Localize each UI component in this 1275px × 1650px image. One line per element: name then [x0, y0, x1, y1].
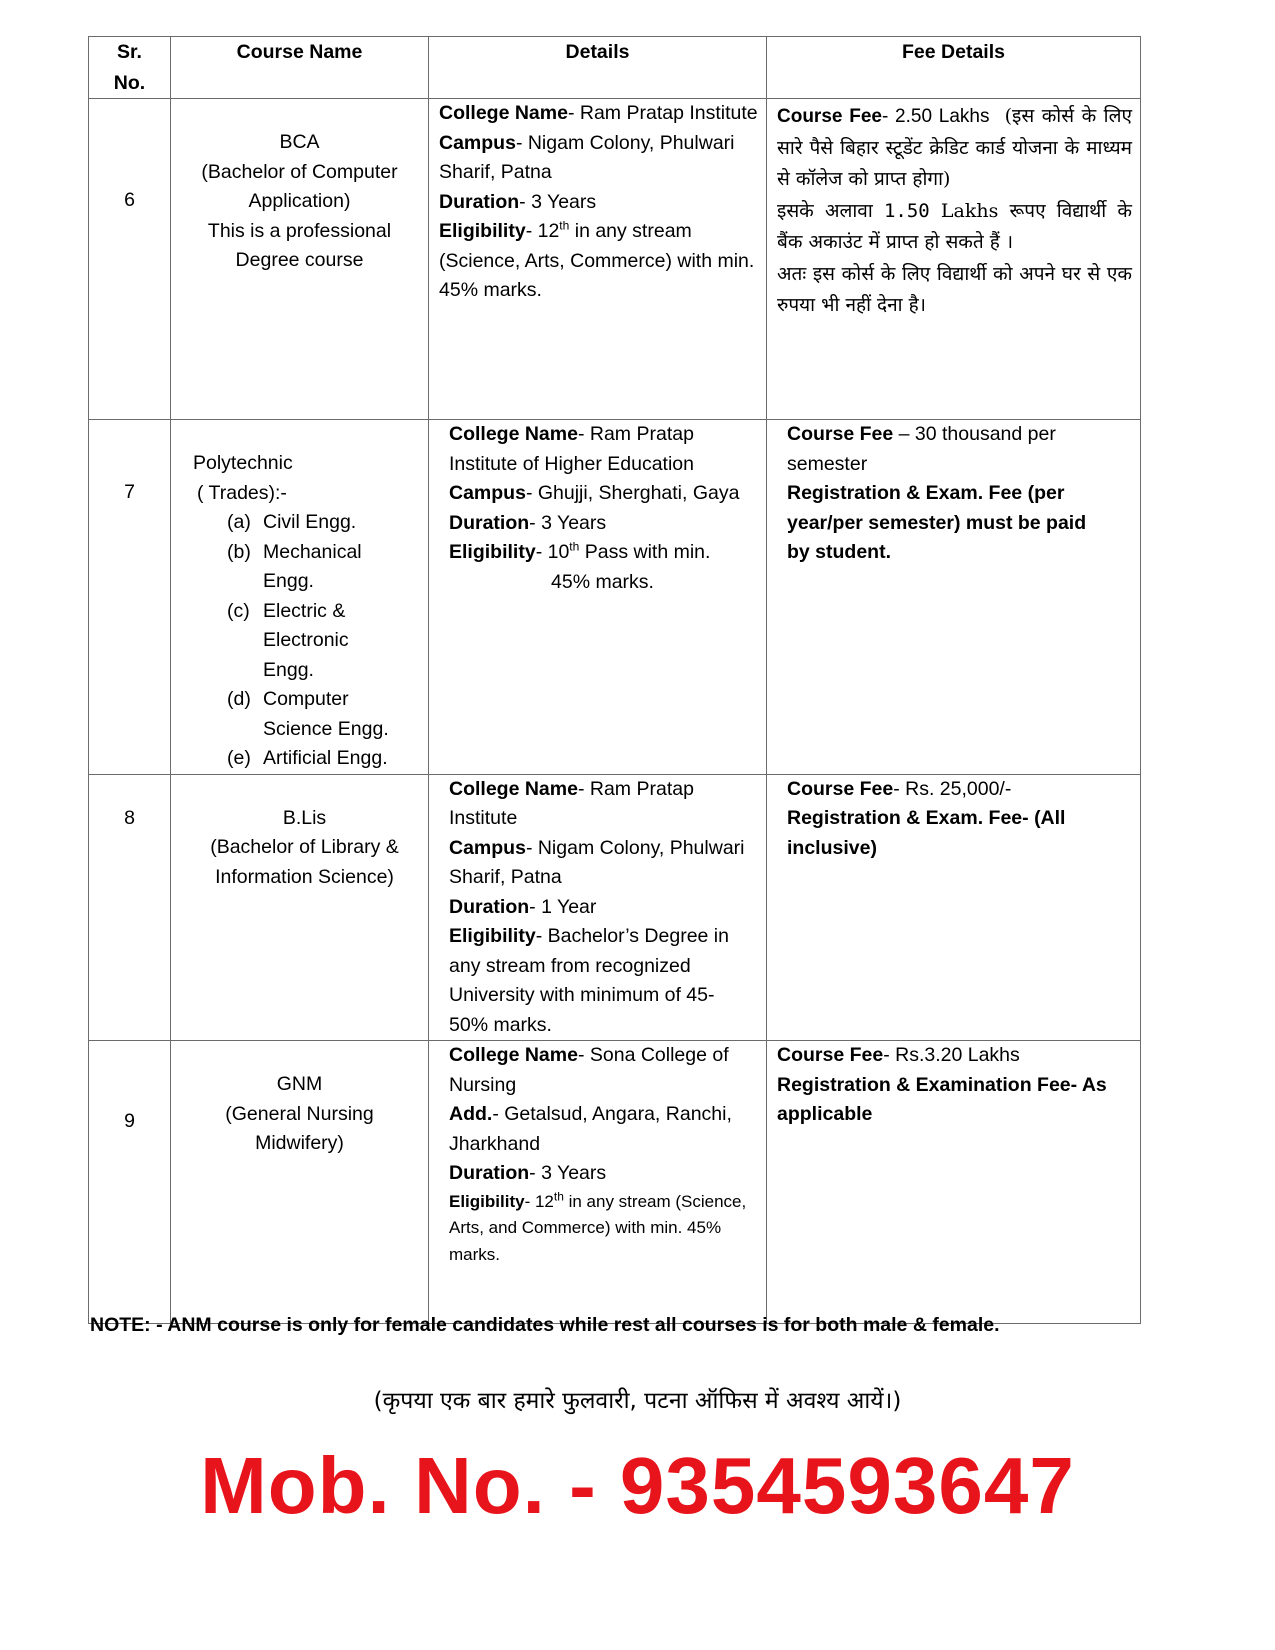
- trade-label: (e): [227, 747, 251, 769]
- trade-item: [227, 597, 428, 686]
- trade-label: (a): [227, 511, 251, 533]
- mobile-number: Mob. No. - 9354593647: [200, 1441, 1075, 1530]
- trade-item: [227, 744, 428, 774]
- header-fee-details: Fee Details: [767, 37, 1141, 99]
- sr-no-cell: 7: [89, 420, 171, 775]
- table-header-row: [89, 37, 1141, 99]
- table-row: [89, 1041, 1141, 1324]
- trade-name: Computer Science Engg.: [263, 688, 389, 740]
- visit-office-message: (कृपया एक बार हमारे फुलवारी, पटना ऑफिस में अवश्य आयें।): [373, 1388, 902, 1414]
- details-cell: College Name- Sona College of Nursing Add.- Getalsud, Angara, Ranchi, Jharkhand Duration- 3 Years Eligibility- 12th in any stream (Science, Arts, and Commerce) with min. 45% marks.: [429, 1041, 767, 1324]
- details-cell: College Name- Ram Pratap Institute Campus- Nigam Colony, Phulwari Sharif, Patna Duration- 3 Years Eligibility- 12th in any stream (Science, Arts, Commerce) with min. 45% marks.: [429, 99, 767, 420]
- sr-no-cell: 6: [89, 99, 171, 420]
- trade-name: Civil Engg.: [263, 511, 357, 533]
- details-cell: College Name- Ram Pratap Institute Campus- Nigam Colony, Phulwari Sharif, Patna Duration- 1 Year Eligibility- Bachelor’s Degree in any stream from recognized University with minimum of 45- 50% marks.: [429, 774, 767, 1041]
- header-details: Details: [429, 37, 767, 99]
- trade-item: [227, 685, 428, 744]
- document-page: [88, 36, 1140, 1324]
- fee-details-cell: Course Fee – 30 thousand per semester Registration & Exam. Fee (per year/per semester) must be paid by student.: [767, 420, 1141, 775]
- table-row: [89, 774, 1141, 1041]
- trade-name: Mechanical Engg.: [263, 540, 362, 592]
- course-name-cell: B.Lis (Bachelor of Library & Information Science): [171, 774, 429, 1041]
- trade-name: Electric & Electronic Engg.: [263, 599, 349, 681]
- trade-item: [227, 538, 428, 597]
- trade-name: Artificial Engg.: [263, 747, 388, 769]
- fee-details-cell: Course Fee- Rs.3.20 Lakhs Registration & Examination Fee- As applicable: [767, 1041, 1141, 1324]
- trade-label: (c): [227, 599, 250, 622]
- course-name-cell: BCA (Bachelor of Computer Application) This is a professional Degree course: [171, 99, 429, 420]
- course-name-cell: Polytechnic ( Trades):- (a) Civil Engg. (b) Mechanical Engg. (c) Electric & Electronic Engg. (d) Computer Science Engg. (e) Artificial Engg.: [171, 420, 429, 775]
- trades-list: [171, 508, 428, 774]
- fee-details-cell: Course Fee- 2.50 Lakhs (इस कोर्स के लिए सारे पैसे बिहार स्टूडेंट क्रेडिट कार्ड योजना के माध्यम से कॉलेज को प्राप्त होगा) इसके अलावा 1.50 Lakhs रूपए विद्यार्थी के बैंक अकाउंट में प्राप्त हो सकते हैं । अतः इस कोर्स के लिए विद्यार्थी को अपने घर से एक रुपया भी नहीं देना है।: [767, 99, 1141, 420]
- fee-details-cell: Course Fee- Rs. 25,000/- Registration & Exam. Fee- (All inclusive): [767, 774, 1141, 1041]
- sr-no-cell: 8: [89, 774, 171, 1041]
- header-sr-no: Sr. No.: [89, 37, 171, 99]
- sr-no-cell: 9: [89, 1041, 171, 1324]
- details-cell: College Name- Ram Pratap Institute of Higher Education Campus- Ghujji, Sherghati, Gaya Duration- 3 Years Eligibility- 10th Pass with min. 45% marks.: [429, 420, 767, 775]
- table-row: [89, 420, 1141, 775]
- course-name-cell: GNM (General Nursing Midwifery): [171, 1041, 429, 1324]
- gender-note: NOTE: - ANM course is only for female candidates while rest all courses is for both male & female.: [90, 1314, 1000, 1336]
- header-course-name: Course Name: [171, 37, 429, 99]
- trade-item: [227, 508, 428, 538]
- table-row: [89, 99, 1141, 420]
- trade-label: (d): [227, 688, 251, 710]
- courses-table: [88, 36, 1141, 1324]
- trade-label: (b): [227, 540, 251, 563]
